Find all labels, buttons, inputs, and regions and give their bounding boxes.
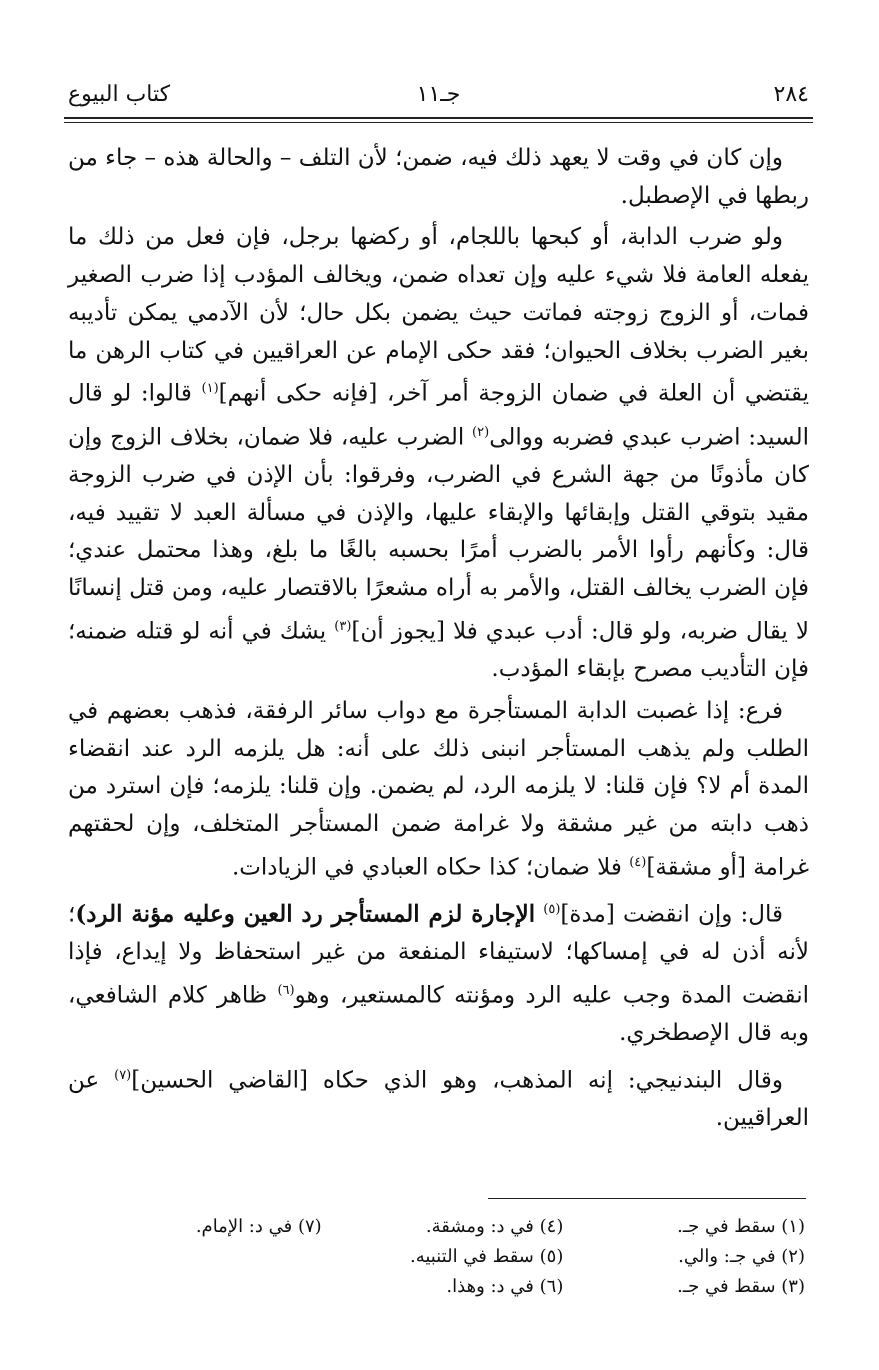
footnote-ref-6: (٦) xyxy=(277,983,295,999)
page-number: ٢٨٤ xyxy=(773,81,809,107)
paragraph-4-text-c: ؛ لأنه أذن له في إمساكها؛ لاستيفاء المنفعة من غير استحفاظ ولا إيداع، فإذا انقضت المدة وجب عليه الرد ومؤنته كالمستعير، وهو xyxy=(68,901,809,1009)
footnote-2: (٢) في جـ: والي. xyxy=(678,1246,805,1267)
header-rule-thick xyxy=(64,117,813,119)
footnote-1: (١) سقط في جـ. xyxy=(677,1216,805,1237)
paragraph-2-text-c: الضرب عليه، فلا ضمان، بخلاف الزوج وإن كان مأذونًا من جهة الشرع في الضرب، وفرقوا: بأن الإذن في ضرب الزوجة مقيد بتوقي القتل وإبقائها والإبقاء عليها، والإذن في مسألة العبد لا تقييد فيه، قال: وكأنهم رأوا الأمر بالضرب أمرًا بحسبه بالغًا ما بلغ، وهذا محتمل عندي؛ فإن الضرب يخالف القتل، والأمر به أراه مشعرًا بالاقتصار عليه، ومن قتل إنسانًا لا يقال ضربه، ولو قال: أدب عبدي فلا [يجوز أن] xyxy=(68,424,810,645)
footnote-6: (٦) في د: وهذا. xyxy=(446,1276,564,1297)
paragraph-2-text-a: ولو ضرب الدابة، أو كبحها باللجام، أو ركضها برجل، فإن فعل من ذلك ما يفعله العامة فلا شيء عليه وإن تعداه ضمن، ويخالف المؤدب إذا ضرب الصغير فمات، أو الزوج زوجته فماتت حيث يضمن بكل حال؛ لأن الآدمي يمكن تأديبه بغير الضرب بخلاف الحيوان؛ فقد حكى الإمام عن العراقيين في كتاب الرهن ما يقتضي أن العلة في ضمان الزوجة أمر آخر، [فإنه حكى أنهم] xyxy=(68,224,809,407)
paragraph-4-text-d: ظاهر كلام الشافعي، وبه قال الإصطخري. xyxy=(68,982,809,1047)
paragraph-4 xyxy=(68,891,809,1053)
footnote-ref-5: (٥) xyxy=(543,901,561,917)
main-text xyxy=(68,140,809,1142)
paragraph-3-text-b: فلا ضمان؛ كذا حكاه العبادي في الزيادات. xyxy=(231,854,630,881)
paragraph-2 xyxy=(68,219,809,688)
footnote-ref-1: (١) xyxy=(201,381,219,397)
paragraph-5-text-b: عن العراقيين. xyxy=(68,1067,809,1132)
footnote-3: (٣) سقط في جـ. xyxy=(677,1276,805,1297)
footnote-5: (٥) سقط في التنبيه. xyxy=(409,1246,564,1267)
footnote-ref-7: (٧) xyxy=(114,1068,132,1084)
footnote-ref-3: (٣) xyxy=(334,618,352,634)
footnote-7: (٧) في د: الإمام. xyxy=(195,1216,322,1237)
footnote-empty-2 xyxy=(80,1272,322,1301)
footnote-4: (٤) في د: ومشقة. xyxy=(425,1216,564,1237)
paragraph-1-text: وإن كان في وقت لا يعهد ذلك فيه، ضمن؛ لأن التلف – والحالة هذه – جاء من ربطها في الإصطبل. xyxy=(68,145,809,209)
footnote-separator xyxy=(488,1198,806,1199)
book-title: كتاب البيوع xyxy=(68,81,171,107)
paragraph-3-text-a: فرع: إذا غصبت الدابة المستأجرة مع دواب سائر الرفقة، فذهب بعضهم في الطلب ولم يذهب المستأجر انبنى ذلك على أنه: هل يلزمه الرد عند انقضاء المدة أم لا؟ فإن قلنا: لا يلزمه الرد، لم يضمن. وإن قلنا: يلزمه؛ فإن استرد من ذهب دابته من غير مشقة ولا غرامة ضمن المستأجر المتخلف، وإن لحقتهم غرامة [أو مشقة] xyxy=(68,697,809,881)
footnotes xyxy=(80,1212,805,1301)
paragraph-2-text-d: يشك في أنه لو قتله ضمنه؛ فإن التأديب مصرح بإبقاء المؤدب. xyxy=(68,618,809,683)
paragraph-1 xyxy=(68,140,809,215)
header-rule-thin xyxy=(64,122,813,123)
running-header xyxy=(68,74,809,114)
paragraph-4-matn-bold: الإجارة لزم المستأجر رد العين وعليه مؤنة الرد) xyxy=(75,900,536,928)
footnote-empty-1 xyxy=(80,1242,322,1271)
paragraph-4-text-a: قال: وإن انقضت [مدة] xyxy=(560,901,784,928)
volume-number: جـ١١ xyxy=(416,81,461,107)
paragraph-3 xyxy=(68,693,809,887)
paragraph-2-text-b: قالوا: لو قال السيد: اضرب عبدي فضربه ووالى xyxy=(68,380,809,451)
footnote-ref-4: (٤) xyxy=(629,854,647,870)
paragraph-5 xyxy=(68,1057,809,1138)
paragraph-5-text-a: وقال البندنيجي: إنه المذهب، وهو الذي حكاه [القاضي الحسين] xyxy=(131,1067,783,1094)
footnote-ref-2: (٢) xyxy=(472,424,490,440)
